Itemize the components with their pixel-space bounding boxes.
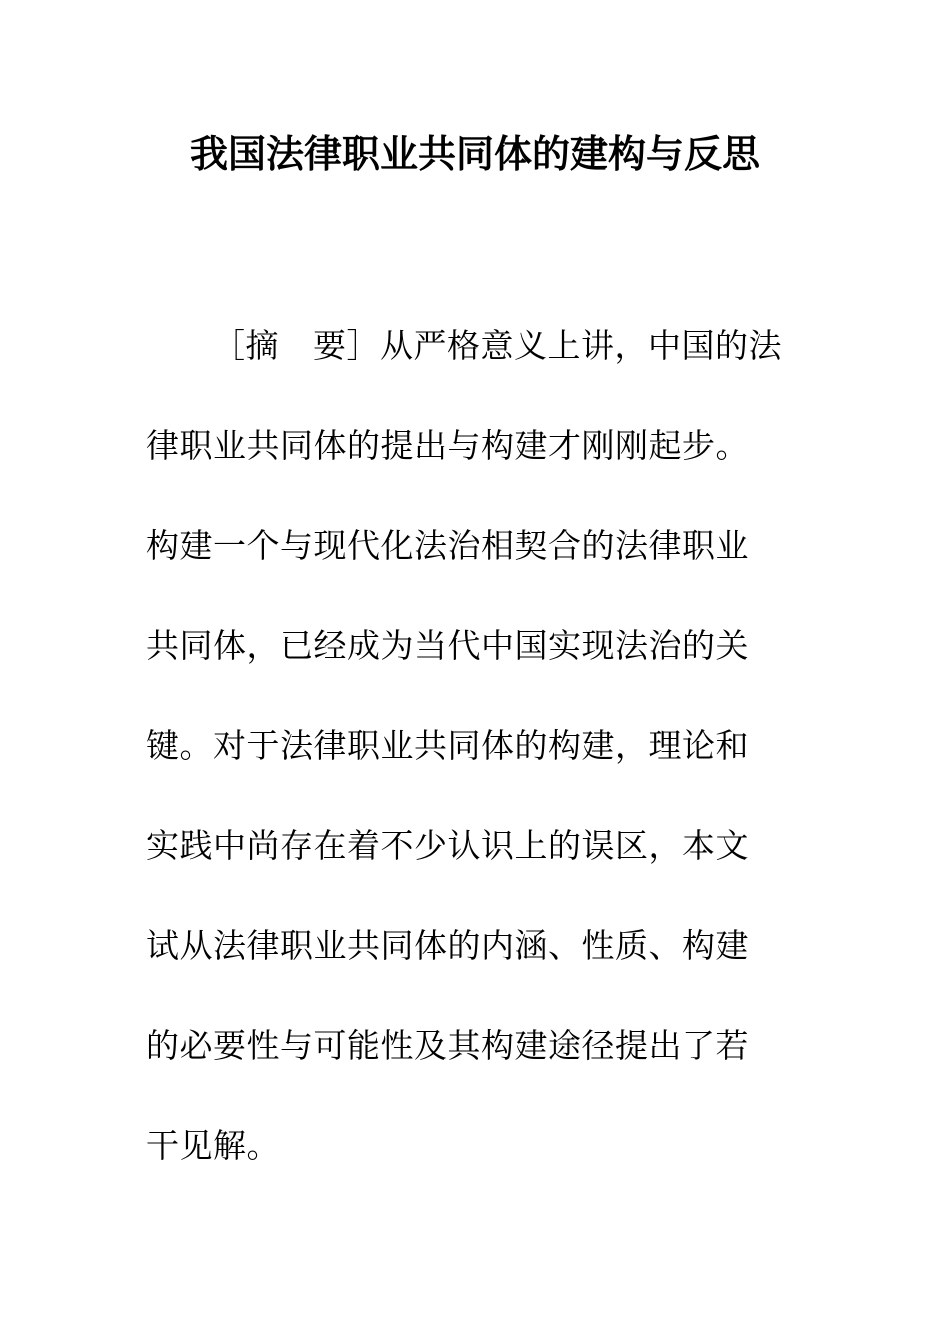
abstract-line-4: 共同体，已经成为当代中国实现法治的关	[146, 626, 749, 665]
abstract-line-8: 的必要性与可能性及其构建途径提出了若	[146, 1026, 749, 1065]
abstract-line-3: 构建一个与现代化法治相契合的法律职业	[146, 526, 749, 565]
abstract-text: 从严格意义上讲，中国的法	[380, 326, 782, 365]
abstract-label-open: ［摘	[212, 326, 279, 365]
document-title: 我国法律职业共同体的建构与反思	[189, 131, 760, 176]
abstract-line-1	[146, 296, 786, 396]
abstract-line-5: 键。对于法律职业共同体的构建，理论和	[146, 726, 749, 765]
abstract-section	[146, 296, 786, 1196]
abstract-label-close: 要］	[313, 326, 380, 365]
abstract-line-9: 干见解。	[146, 1126, 280, 1165]
abstract-line-6: 实践中尚存在着不少认识上的误区，本文	[146, 826, 749, 865]
abstract-line-2: 律职业共同体的提出与构建才刚刚起步。	[146, 426, 749, 465]
abstract-line-7: 试从法律职业共同体的内涵、性质、构建	[146, 926, 749, 965]
